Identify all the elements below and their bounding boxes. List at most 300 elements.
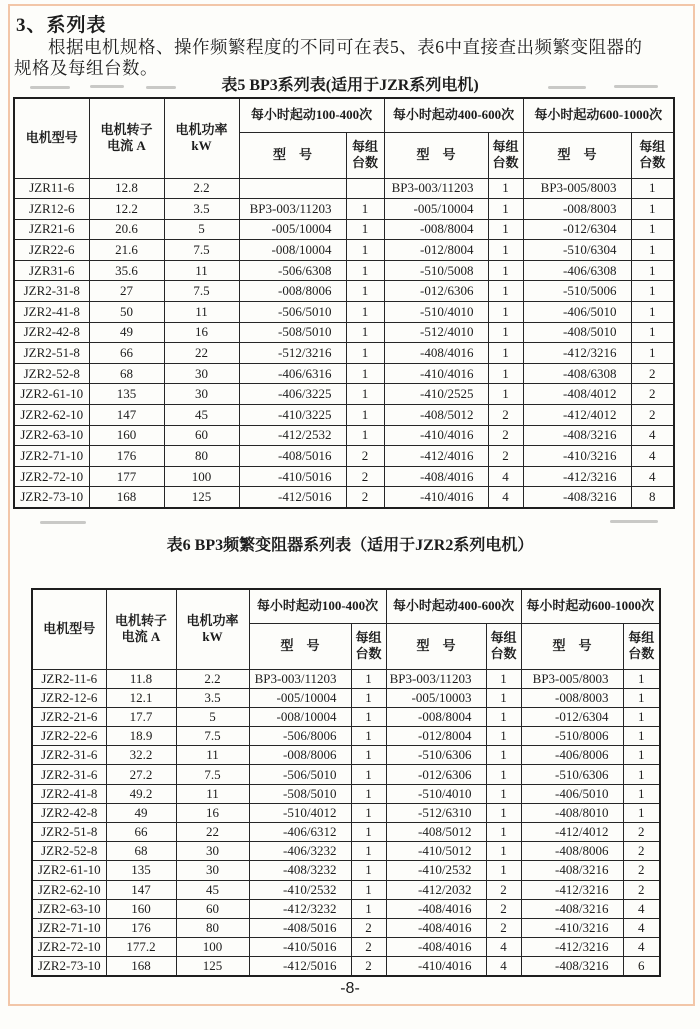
cell-motor-power: 60 [176, 899, 249, 918]
cell-model-600-1000: -510/5006 [523, 281, 631, 302]
table-row [32, 957, 660, 976]
cell-qty-600-1000: 1 [623, 727, 660, 746]
section-heading: 3、系列表 [16, 15, 107, 36]
cell-rotor-current: 147 [89, 405, 164, 426]
cell-motor-model: JZR2-21-6 [32, 707, 106, 726]
cell-qty-400-600: 4 [486, 938, 521, 957]
cell-model-600-1000: -410/3216 [523, 446, 631, 467]
cell-qty-600-1000: 1 [631, 302, 674, 323]
cell-qty-100-400: 1 [351, 669, 386, 688]
table-row [32, 861, 660, 880]
cell-motor-power: 7.5 [164, 240, 239, 261]
cell-model-400-600: -005/10003 [386, 688, 486, 707]
cell-model-600-1000: -408/4012 [523, 384, 631, 405]
cell-model-600-1000: -412/3216 [521, 880, 623, 899]
table-row [32, 765, 660, 784]
cell-model-100-400: -005/10004 [239, 219, 346, 240]
cell-model-100-400: -008/10004 [239, 240, 346, 261]
cell-model-600-1000: -012/6304 [521, 707, 623, 726]
cell-motor-model: JZR11-6 [14, 178, 89, 199]
cell-model-400-600: -408/4016 [384, 466, 488, 487]
cell-rotor-current: 68 [89, 363, 164, 384]
cell-motor-model: JZR2-51-8 [14, 343, 89, 364]
cell-model-100-400: -412/2532 [239, 425, 346, 446]
cell-qty-100-400: 1 [346, 219, 384, 240]
cell-rotor-current: 11.8 [106, 669, 176, 688]
cell-rotor-current: 12.1 [106, 688, 176, 707]
cell-model-400-600: -410/5012 [386, 842, 486, 861]
scan-artifact [610, 520, 658, 523]
cell-motor-power: 30 [176, 861, 249, 880]
cell-model-100-400: -408/5016 [239, 446, 346, 467]
header-motor-power: 电机功率 kW [164, 98, 239, 178]
header-model-100-400: 型 号 [239, 132, 346, 178]
cell-motor-model: JZR2-31-8 [14, 281, 89, 302]
cell-motor-power: 3.5 [176, 688, 249, 707]
cell-rotor-current: 147 [106, 880, 176, 899]
cell-model-400-600: -012/6306 [384, 281, 488, 302]
cell-model-100-400: -005/10004 [249, 688, 351, 707]
cell-qty-100-400: 2 [346, 466, 384, 487]
cell-qty-400-600: 2 [486, 918, 521, 937]
cell-model-100-400: BP3-003/11203 [239, 199, 346, 220]
cell-rotor-current: 49 [89, 322, 164, 343]
cell-qty-400-600: 2 [488, 446, 523, 467]
header-model-400-600: 型 号 [386, 623, 486, 669]
header-model-400-600: 型 号 [384, 132, 488, 178]
cell-model-100-400: -508/5010 [249, 784, 351, 803]
cell-motor-power: 5 [164, 219, 239, 240]
cell-motor-model: JZR2-72-10 [14, 466, 89, 487]
header-group-600-1000: 每小时起动600-1000次 [521, 589, 660, 623]
cell-rotor-current: 66 [106, 823, 176, 842]
cell-qty-100-400: 1 [351, 707, 386, 726]
cell-qty-100-400: 1 [351, 727, 386, 746]
cell-model-400-600: -408/5012 [386, 823, 486, 842]
table-row [14, 446, 674, 467]
cell-model-100-400: -008/8006 [239, 281, 346, 302]
cell-model-600-1000: -406/5010 [521, 784, 623, 803]
cell-motor-model: JZR2-51-8 [32, 823, 106, 842]
cell-rotor-current: 35.6 [89, 260, 164, 281]
cell-qty-600-1000: 1 [631, 219, 674, 240]
header-qty-600-1000: 每组 台数 [631, 132, 674, 178]
cell-qty-400-600: 1 [486, 669, 521, 688]
cell-qty-100-400: 1 [346, 322, 384, 343]
cell-rotor-current: 21.6 [89, 240, 164, 261]
cell-qty-400-600: 1 [488, 302, 523, 323]
cell-rotor-current: 176 [106, 918, 176, 937]
cell-qty-600-1000: 1 [631, 260, 674, 281]
table-row [14, 260, 674, 281]
cell-model-100-400: -008/8006 [249, 746, 351, 765]
cell-model-400-600: BP3-003/11203 [384, 178, 488, 199]
cell-rotor-current: 49 [106, 803, 176, 822]
cell-qty-400-600: 1 [488, 178, 523, 199]
cell-qty-100-400: 1 [346, 425, 384, 446]
cell-model-100-400: -506/8006 [249, 727, 351, 746]
cell-model-600-1000: -510/6306 [521, 765, 623, 784]
cell-qty-100-400: 1 [346, 199, 384, 220]
cell-qty-100-400: 1 [351, 688, 386, 707]
header-group-600-1000: 每小时起动600-1000次 [523, 98, 674, 132]
cell-model-600-1000: -408/3216 [521, 861, 623, 880]
cell-qty-100-400: 1 [351, 823, 386, 842]
cell-rotor-current: 68 [106, 842, 176, 861]
cell-qty-600-1000: 1 [631, 281, 674, 302]
cell-qty-400-600: 1 [486, 842, 521, 861]
cell-qty-400-600: 1 [486, 803, 521, 822]
cell-motor-model: JZR2-11-6 [32, 669, 106, 688]
cell-motor-power: 7.5 [176, 765, 249, 784]
cell-model-100-400: -408/3232 [249, 861, 351, 880]
cell-qty-600-1000: 1 [623, 707, 660, 726]
cell-motor-model: JZR2-52-8 [14, 363, 89, 384]
header-motor-model: 电机型号 [32, 589, 106, 669]
cell-rotor-current: 12.2 [89, 199, 164, 220]
cell-qty-400-600: 4 [488, 487, 523, 508]
cell-model-600-1000: -510/6304 [523, 240, 631, 261]
cell-qty-100-400: 1 [351, 746, 386, 765]
table-row [14, 487, 674, 508]
intro-paragraph-line1: 根据电机规格、操作频繁程度的不同可在表5、表6中直接查出频繁变阻器的 [48, 37, 643, 57]
cell-model-600-1000: -408/3216 [523, 487, 631, 508]
cell-motor-power: 45 [164, 405, 239, 426]
cell-model-100-400: -412/5016 [239, 487, 346, 508]
cell-model-100-400: -510/4012 [249, 803, 351, 822]
cell-qty-100-400: 1 [346, 281, 384, 302]
header-qty-400-600: 每组 台数 [486, 623, 521, 669]
table-row [32, 823, 660, 842]
cell-model-600-1000: -012/6304 [523, 219, 631, 240]
cell-qty-100-400: 1 [346, 302, 384, 323]
cell-motor-power: 22 [176, 823, 249, 842]
cell-model-100-400: -508/5010 [239, 322, 346, 343]
cell-motor-model: JZR2-61-10 [32, 861, 106, 880]
cell-model-600-1000: -410/3216 [521, 918, 623, 937]
intro-paragraph-line2: 规格及每组台数。 [14, 58, 158, 78]
cell-motor-model: JZR2-63-10 [32, 899, 106, 918]
table-row [32, 746, 660, 765]
cell-qty-400-600: 1 [488, 281, 523, 302]
cell-model-600-1000: -008/8003 [523, 199, 631, 220]
cell-motor-model: JZR2-31-6 [32, 765, 106, 784]
cell-qty-600-1000: 2 [631, 384, 674, 405]
cell-qty-400-600: 1 [486, 765, 521, 784]
cell-qty-400-600: 1 [488, 384, 523, 405]
cell-qty-100-400: 1 [346, 260, 384, 281]
cell-motor-model: JZR2-31-6 [32, 746, 106, 765]
cell-model-100-400: -412/3232 [249, 899, 351, 918]
header-model-600-1000: 型 号 [523, 132, 631, 178]
table-row [14, 240, 674, 261]
cell-qty-600-1000: 4 [623, 918, 660, 937]
cell-model-400-600: -408/5012 [384, 405, 488, 426]
table-row [14, 343, 674, 364]
cell-model-400-600: -410/4016 [384, 487, 488, 508]
table5-title: 表5 BP3系列表(适用于JZR系列电机) [221, 77, 479, 94]
cell-rotor-current: 66 [89, 343, 164, 364]
header-group-400-600: 每小时起动400-600次 [386, 589, 521, 623]
header-rotor-current: 电机转子 电流 A [106, 589, 176, 669]
cell-model-600-1000: -406/6308 [523, 260, 631, 281]
cell-qty-100-400: 2 [346, 446, 384, 467]
cell-motor-power: 80 [164, 446, 239, 467]
cell-qty-600-1000: 2 [623, 842, 660, 861]
cell-qty-600-1000: 2 [631, 405, 674, 426]
cell-model-400-600: -512/4010 [384, 322, 488, 343]
cell-rotor-current: 160 [106, 899, 176, 918]
cell-qty-400-600: 1 [488, 260, 523, 281]
cell-rotor-current: 177.2 [106, 938, 176, 957]
cell-model-600-1000: -408/3216 [521, 957, 623, 976]
cell-model-600-1000: -412/4012 [523, 405, 631, 426]
header-motor-model: 电机型号 [14, 98, 89, 178]
cell-qty-400-600: 1 [486, 784, 521, 803]
cell-model-400-600: -510/6306 [386, 746, 486, 765]
cell-rotor-current: 18.9 [106, 727, 176, 746]
cell-model-100-400: -008/10004 [249, 707, 351, 726]
cell-motor-model: JZR31-6 [14, 260, 89, 281]
cell-qty-400-600: 1 [486, 707, 521, 726]
header-group-100-400: 每小时起动100-400次 [239, 98, 384, 132]
table-row [32, 707, 660, 726]
page-number: -8- [340, 980, 360, 997]
cell-motor-power: 5 [176, 707, 249, 726]
table-row [14, 281, 674, 302]
cell-qty-600-1000: 1 [631, 322, 674, 343]
cell-motor-power: 30 [176, 842, 249, 861]
cell-qty-600-1000: 4 [631, 425, 674, 446]
cell-model-400-600: -410/2532 [386, 861, 486, 880]
cell-model-400-600: -008/8004 [386, 707, 486, 726]
header-rotor-current: 电机转子 电流 A [89, 98, 164, 178]
cell-model-400-600: -408/4016 [386, 918, 486, 937]
cell-qty-600-1000: 1 [623, 746, 660, 765]
table-row [32, 918, 660, 937]
cell-model-600-1000: -408/8010 [521, 803, 623, 822]
cell-model-600-1000: -406/5010 [523, 302, 631, 323]
scan-artifact [40, 521, 86, 524]
cell-qty-100-400: 1 [346, 384, 384, 405]
cell-qty-600-1000: 2 [623, 823, 660, 842]
cell-qty-400-600: 4 [486, 957, 521, 976]
cell-qty-400-600: 1 [488, 240, 523, 261]
cell-model-600-1000: -408/5010 [523, 322, 631, 343]
cell-model-400-600: -410/4016 [384, 363, 488, 384]
cell-motor-model: JZR2-63-10 [14, 425, 89, 446]
cell-motor-model: JZR12-6 [14, 199, 89, 220]
cell-model-100-400: -506/5010 [239, 302, 346, 323]
cell-qty-400-600: 1 [488, 343, 523, 364]
cell-model-100-400: -410/3225 [239, 405, 346, 426]
cell-qty-600-1000: 4 [623, 938, 660, 957]
table-row [32, 727, 660, 746]
cell-motor-model: JZR21-6 [14, 219, 89, 240]
cell-qty-400-600: 1 [486, 727, 521, 746]
cell-qty-600-1000: 8 [631, 487, 674, 508]
table6 [31, 588, 661, 977]
cell-motor-power: 16 [176, 803, 249, 822]
header-qty-400-600: 每组 台数 [488, 132, 523, 178]
cell-model-100-400: -512/3216 [239, 343, 346, 364]
table-row [14, 363, 674, 384]
cell-motor-model: JZR22-6 [14, 240, 89, 261]
cell-rotor-current: 32.2 [106, 746, 176, 765]
cell-qty-600-1000: 1 [623, 803, 660, 822]
cell-model-400-600: -005/10004 [384, 199, 488, 220]
cell-model-100-400: -408/5016 [249, 918, 351, 937]
cell-qty-100-400: 1 [346, 405, 384, 426]
cell-model-400-600: -008/8004 [384, 219, 488, 240]
header-model-100-400: 型 号 [249, 623, 351, 669]
cell-motor-power: 100 [164, 466, 239, 487]
cell-qty-400-600: 2 [486, 880, 521, 899]
cell-qty-400-600: 1 [486, 861, 521, 880]
table5 [13, 97, 675, 509]
cell-motor-model: JZR2-62-10 [14, 405, 89, 426]
cell-model-400-600: -412/4016 [384, 446, 488, 467]
cell-model-100-400: -410/5016 [239, 466, 346, 487]
cell-model-400-600: -410/2525 [384, 384, 488, 405]
table-row [14, 425, 674, 446]
cell-qty-400-600: 1 [488, 219, 523, 240]
cell-motor-power: 11 [176, 746, 249, 765]
cell-motor-model: JZR2-12-6 [32, 688, 106, 707]
cell-qty-600-1000: 2 [623, 861, 660, 880]
cell-model-100-400: BP3-003/11203 [249, 669, 351, 688]
cell-qty-100-400: 1 [351, 842, 386, 861]
cell-qty-400-600: 1 [488, 322, 523, 343]
cell-model-600-1000: -408/3216 [521, 899, 623, 918]
cell-model-600-1000: -510/8006 [521, 727, 623, 746]
cell-model-600-1000: BP3-005/8003 [523, 178, 631, 199]
cell-motor-power: 60 [164, 425, 239, 446]
cell-qty-100-400: 2 [351, 938, 386, 957]
cell-rotor-current: 160 [89, 425, 164, 446]
header-model-600-1000: 型 号 [521, 623, 623, 669]
cell-motor-power: 30 [164, 363, 239, 384]
table-row [32, 842, 660, 861]
cell-qty-600-1000: 1 [631, 343, 674, 364]
cell-model-600-1000: -412/3216 [523, 343, 631, 364]
cell-motor-power: 11 [164, 260, 239, 281]
cell-rotor-current: 20.6 [89, 219, 164, 240]
cell-qty-400-600: 1 [486, 688, 521, 707]
cell-qty-600-1000: 1 [623, 669, 660, 688]
header-group-400-600: 每小时起动400-600次 [384, 98, 523, 132]
cell-motor-model: JZR2-41-8 [14, 302, 89, 323]
cell-model-400-600: -510/5008 [384, 260, 488, 281]
cell-rotor-current: 168 [106, 957, 176, 976]
table-row [32, 880, 660, 899]
cell-qty-100-400: 2 [351, 957, 386, 976]
cell-model-600-1000: -412/3216 [521, 938, 623, 957]
table-row [14, 199, 674, 220]
cell-rotor-current: 49.2 [106, 784, 176, 803]
cell-qty-100-400: 1 [351, 899, 386, 918]
cell-rotor-current: 12.8 [89, 178, 164, 199]
cell-qty-600-1000: 4 [623, 899, 660, 918]
cell-motor-model: JZR2-71-10 [32, 918, 106, 937]
table-row [14, 302, 674, 323]
cell-qty-600-1000: 1 [631, 240, 674, 261]
cell-model-600-1000: -412/4012 [521, 823, 623, 842]
table-row [14, 178, 674, 199]
header-qty-100-400: 每组 台数 [346, 132, 384, 178]
table-row [14, 322, 674, 343]
cell-motor-power: 7.5 [164, 281, 239, 302]
cell-rotor-current: 27 [89, 281, 164, 302]
cell-model-400-600: -512/6310 [386, 803, 486, 822]
cell-qty-100-400: 1 [351, 861, 386, 880]
table-row [14, 384, 674, 405]
cell-motor-power: 16 [164, 322, 239, 343]
cell-model-600-1000: -406/8006 [521, 746, 623, 765]
cell-qty-600-1000: 1 [623, 688, 660, 707]
cell-model-600-1000: -008/8003 [521, 688, 623, 707]
cell-model-100-400: -410/5016 [249, 938, 351, 957]
cell-qty-100-400: 1 [351, 880, 386, 899]
cell-qty-100-400: 1 [346, 240, 384, 261]
cell-motor-power: 3.5 [164, 199, 239, 220]
cell-motor-model: JZR2-61-10 [14, 384, 89, 405]
cell-rotor-current: 176 [89, 446, 164, 467]
cell-model-400-600: -408/4016 [386, 938, 486, 957]
cell-model-400-600: -012/6306 [386, 765, 486, 784]
cell-model-100-400: -406/3225 [239, 384, 346, 405]
cell-motor-model: JZR2-73-10 [32, 957, 106, 976]
cell-model-400-600: -510/4010 [386, 784, 486, 803]
cell-qty-400-600: 2 [488, 405, 523, 426]
table-row [32, 803, 660, 822]
cell-rotor-current: 50 [89, 302, 164, 323]
header-group-100-400: 每小时起动100-400次 [249, 589, 386, 623]
cell-qty-400-600: 2 [486, 899, 521, 918]
cell-rotor-current: 168 [89, 487, 164, 508]
cell-model-600-1000: BP3-005/8003 [521, 669, 623, 688]
table-row [14, 405, 674, 426]
table6-title: 表6 BP3频繁变阻器系列表（适用于JZR2系列电机） [166, 537, 534, 554]
table-row [14, 219, 674, 240]
cell-motor-model: JZR2-71-10 [14, 446, 89, 467]
cell-motor-model: JZR2-73-10 [14, 487, 89, 508]
cell-motor-power: 80 [176, 918, 249, 937]
cell-motor-model: JZR2-42-8 [32, 803, 106, 822]
cell-qty-600-1000: 4 [631, 466, 674, 487]
cell-motor-power: 30 [164, 384, 239, 405]
cell-motor-power: 2.2 [164, 178, 239, 199]
cell-motor-power: 125 [164, 487, 239, 508]
cell-rotor-current: 17.7 [106, 707, 176, 726]
cell-qty-400-600: 1 [488, 363, 523, 384]
cell-motor-power: 11 [176, 784, 249, 803]
table-row [32, 899, 660, 918]
cell-qty-100-400 [346, 178, 384, 199]
cell-model-100-400: -406/6312 [249, 823, 351, 842]
cell-model-600-1000: -408/3216 [523, 425, 631, 446]
cell-model-600-1000: -408/6308 [523, 363, 631, 384]
cell-qty-600-1000: 1 [623, 765, 660, 784]
cell-motor-model: JZR2-22-6 [32, 727, 106, 746]
table-row [32, 938, 660, 957]
cell-qty-100-400: 1 [351, 784, 386, 803]
cell-rotor-current: 135 [106, 861, 176, 880]
cell-qty-100-400: 1 [351, 803, 386, 822]
cell-qty-100-400: 2 [346, 487, 384, 508]
cell-model-400-600: -012/8004 [384, 240, 488, 261]
header-qty-100-400: 每组 台数 [351, 623, 386, 669]
